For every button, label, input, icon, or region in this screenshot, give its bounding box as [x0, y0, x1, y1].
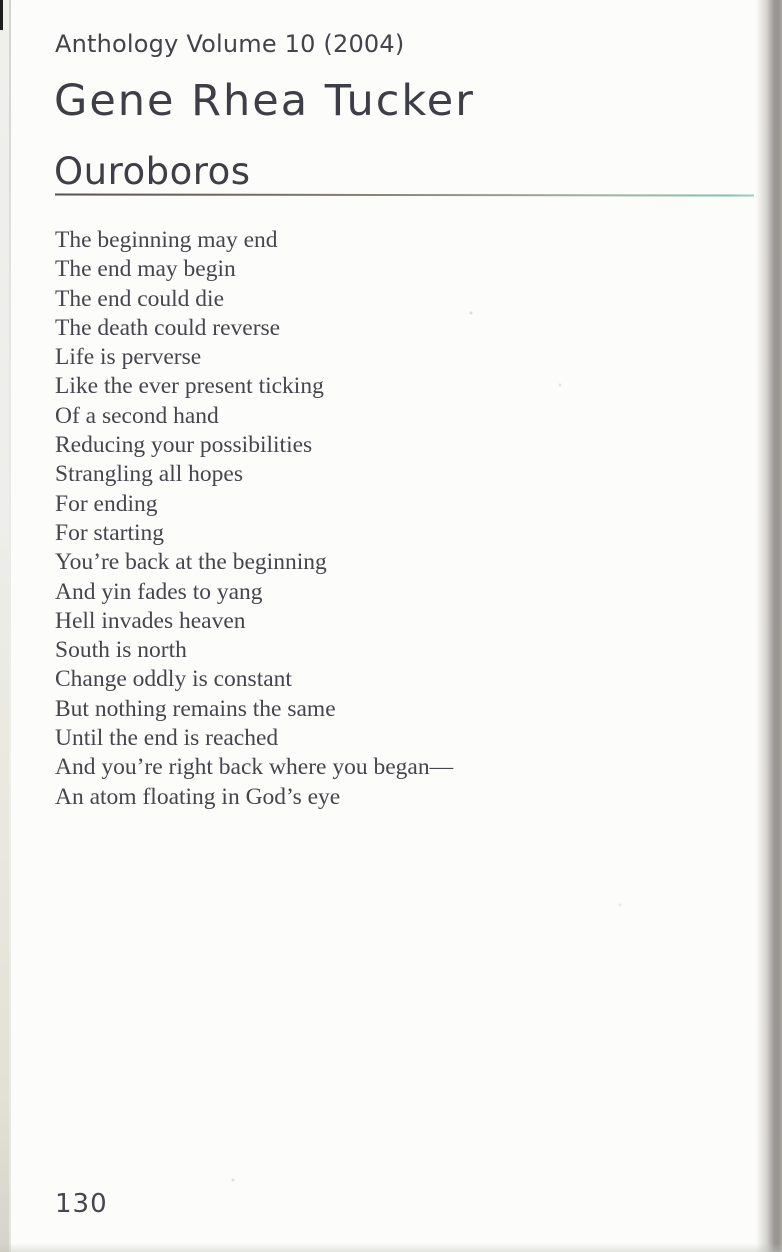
poem-line: Hell invades heaven	[55, 607, 246, 634]
poem-line: Until the end is reached	[55, 725, 279, 752]
poem-line: Strangling all hopes	[55, 461, 243, 488]
scan-edge-bottom	[0, 1243, 782, 1252]
title-underline-rule	[55, 194, 754, 197]
page-number: 130	[55, 1189, 108, 1219]
scan-edge-line-left	[9, 0, 11, 1252]
poem-line: For starting	[55, 519, 165, 546]
poem-line: The end could die	[55, 285, 225, 312]
poem-line: And yin fades to yang	[55, 578, 263, 605]
scan-shadow-right	[756, 0, 782, 1252]
poem-line: For ending	[55, 490, 158, 517]
scan-edge-mark-top-left	[0, 0, 3, 30]
poem-line: Life is perverse	[55, 344, 202, 371]
poem-line: But nothing remains the same	[55, 695, 336, 722]
poem-line: The death could reverse	[55, 314, 281, 341]
poem-line: Of a second hand	[55, 402, 219, 429]
poem-line: Reducing your possibilities	[55, 432, 313, 459]
scan-edge-strip-left	[0, 0, 9, 1252]
poem-title: Ouroboros	[54, 150, 251, 193]
poem-line: South is north	[55, 637, 187, 664]
poem-line: The end may begin	[55, 256, 236, 283]
poem-line: Change oddly is constant	[55, 666, 292, 693]
poem-line: The beginning may end	[55, 227, 278, 253]
poem-line: And you’re right back where you began—	[55, 754, 454, 781]
poem-line: Like the ever present ticking	[55, 373, 324, 400]
anthology-volume-header: Anthology Volume 10 (2004)	[55, 30, 405, 58]
poem-body	[55, 226, 655, 812]
author-name: Gene Rhea Tucker	[54, 76, 475, 126]
poem-line: An atom floating in God’s eye	[55, 783, 341, 810]
poem-line: You’re back at the beginning	[55, 549, 327, 576]
